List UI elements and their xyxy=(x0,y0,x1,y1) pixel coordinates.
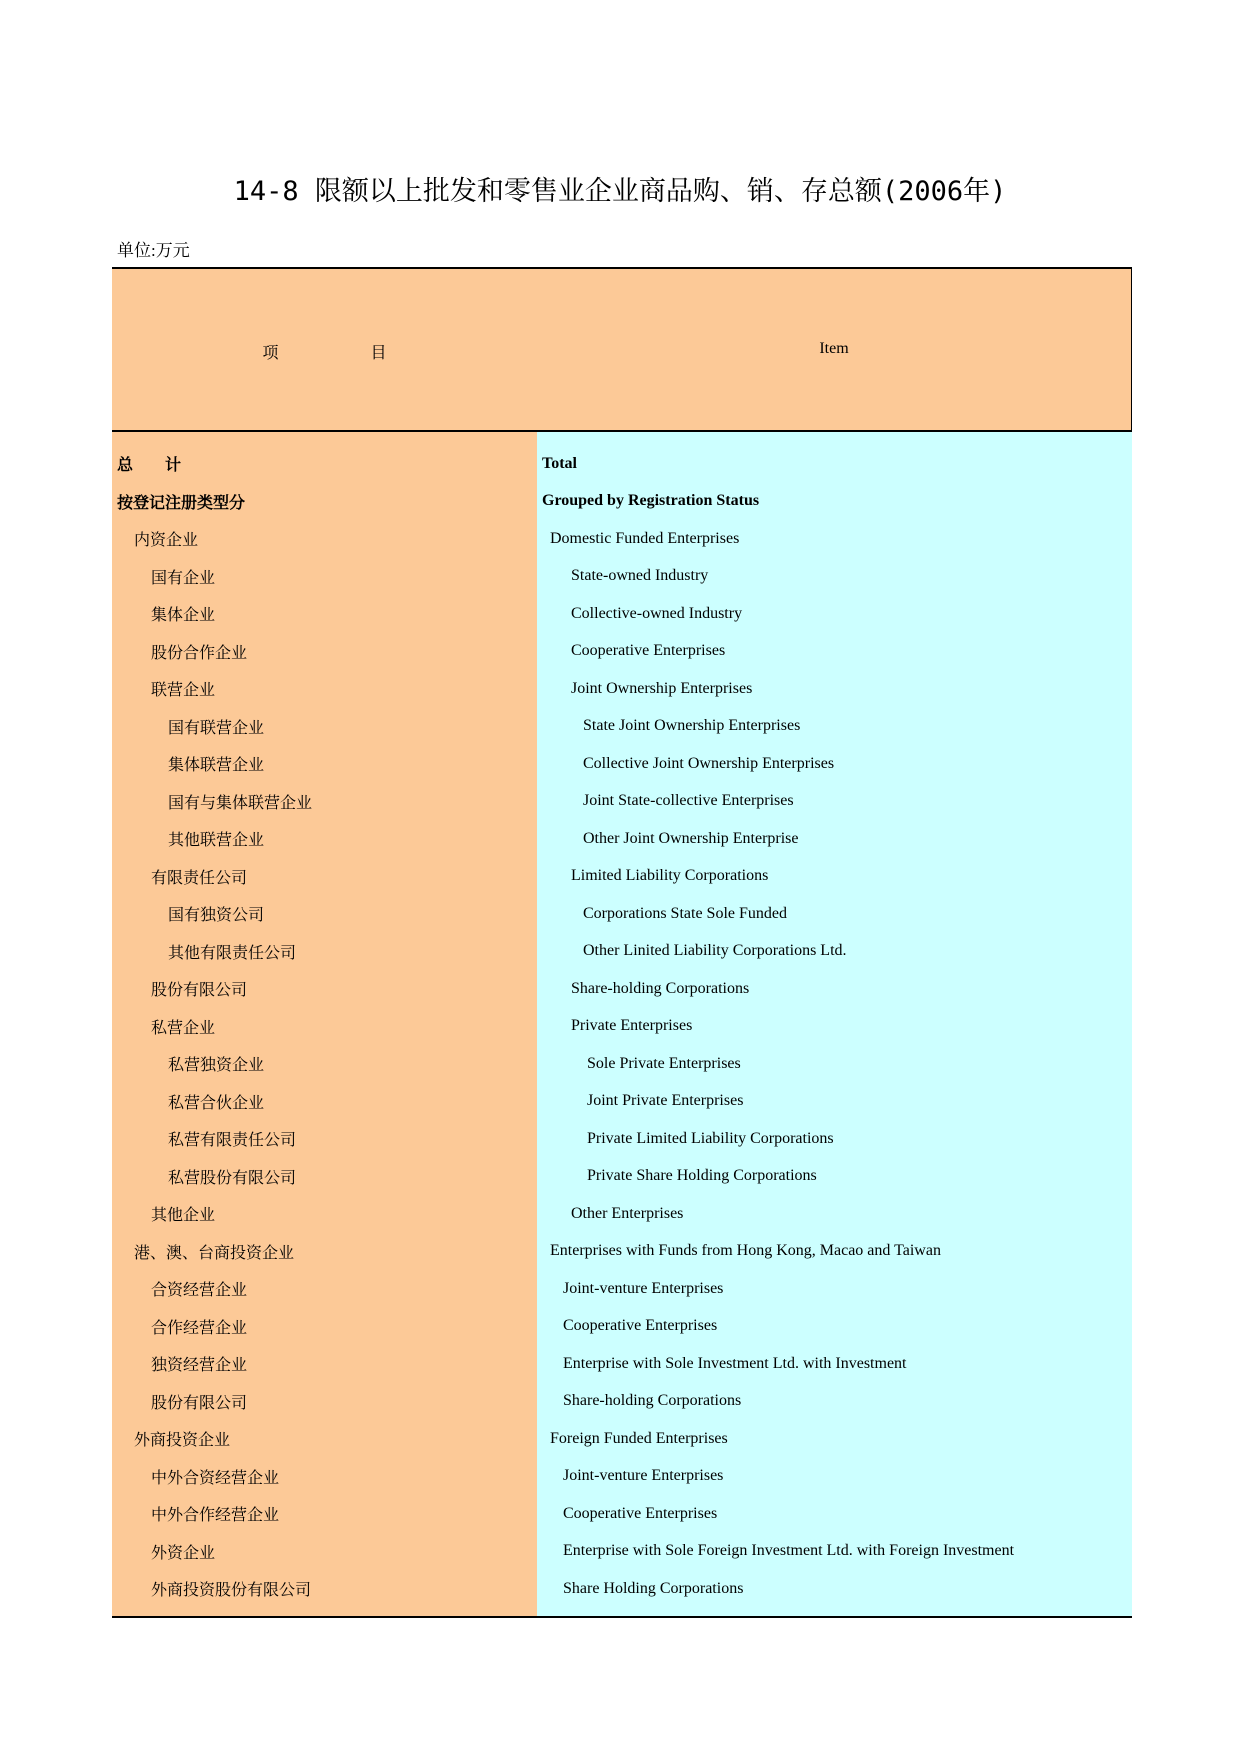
row-label-en: Joint Private Enterprises xyxy=(587,1092,744,1110)
table-row xyxy=(112,520,1132,558)
table-row xyxy=(112,1495,1132,1533)
row-label-cn: 国有企业 xyxy=(151,569,216,587)
header-english-item: Item xyxy=(819,340,849,357)
table-row xyxy=(112,1195,1132,1233)
row-label-cn: 股份合作企业 xyxy=(151,644,248,662)
row-label-cn: 合资经营企业 xyxy=(151,1282,248,1300)
row-label-en: Private Limited Liability Corporations xyxy=(587,1129,834,1147)
row-label-cn: 其他有限责任公司 xyxy=(168,944,297,962)
row-label-en: Share-holding Corporations xyxy=(563,1392,742,1410)
row-label-cn: 国有独资公司 xyxy=(168,907,265,925)
table-row xyxy=(112,1383,1132,1421)
table-row xyxy=(112,858,1132,896)
header-cn-left: 项 xyxy=(262,345,279,362)
page-title: 14-8 限额以上批发和零售业企业商品购、销、存总额(2006年) xyxy=(233,176,1007,207)
row-label-en: Sole Private Enterprises xyxy=(587,1054,741,1072)
row-label-en: Corporations State Sole Funded xyxy=(583,904,787,922)
table-row xyxy=(112,483,1132,521)
row-label-en: State Joint Ownership Enterprises xyxy=(583,717,801,735)
row-label-en: Limited Liability Corporations xyxy=(571,867,769,885)
row-label-cn: 其他企业 xyxy=(151,1207,216,1225)
table-row xyxy=(112,595,1132,633)
row-label-cn: 集体联营企业 xyxy=(168,757,265,775)
row-label-en: Private Share Holding Corporations xyxy=(587,1167,817,1185)
row-label-en: Total xyxy=(542,454,577,472)
row-label-cn: 其他联营企业 xyxy=(168,832,265,850)
row-label-en: Private Enterprises xyxy=(571,1017,693,1035)
row-label-en: Share-holding Corporations xyxy=(571,979,750,997)
row-label-cn: 联营企业 xyxy=(151,682,216,700)
row-label-cn: 股份有限公司 xyxy=(151,1394,248,1412)
row-label-cn: 按登记注册类型分 xyxy=(117,494,246,512)
row-label-en: Cooperative Enterprises xyxy=(563,1504,718,1522)
row-label-cn: 股份有限公司 xyxy=(151,982,248,1000)
row-label-cn: 中外合作经营企业 xyxy=(151,1507,280,1525)
table-row xyxy=(112,970,1132,1008)
row-label-cn: 中外合资经营企业 xyxy=(151,1469,280,1487)
table-row xyxy=(112,1233,1132,1271)
table-body xyxy=(112,432,1132,1618)
table-row xyxy=(112,1308,1132,1346)
row-label-en: State-owned Industry xyxy=(571,567,709,585)
row-label-en: Domestic Funded Enterprises xyxy=(550,529,740,547)
table-row xyxy=(112,708,1132,746)
table-row xyxy=(112,1570,1132,1608)
row-label-en: Enterprise with Sole Foreign Investment Ltd. with Foreign Investment xyxy=(563,1542,1015,1560)
row-label-cn: 私营股份有限公司 xyxy=(168,1169,297,1187)
table-row xyxy=(112,1083,1132,1121)
row-label-en: Other Enterprises xyxy=(571,1204,684,1222)
row-label-cn: 私营合伙企业 xyxy=(168,1094,265,1112)
header-cn-right: 目 xyxy=(370,345,387,362)
row-label-cn: 合作经营企业 xyxy=(151,1319,248,1337)
row-label-cn: 私营有限责任公司 xyxy=(168,1132,297,1150)
row-label-en: Grouped by Registration Status xyxy=(542,492,760,510)
table-row xyxy=(112,445,1132,483)
table-row xyxy=(112,1158,1132,1196)
row-label-cn: 外商投资股份有限公司 xyxy=(151,1582,312,1600)
table-header xyxy=(112,267,1132,432)
row-label-en: Enterprises with Funds from Hong Kong, Macao and Taiwan xyxy=(550,1242,941,1260)
unit-label: 单位:万元 xyxy=(117,241,190,260)
row-label-en: Collective-owned Industry xyxy=(571,604,743,622)
row-label-cn: 外商投资企业 xyxy=(134,1432,231,1450)
table-row xyxy=(112,1533,1132,1571)
row-label-cn: 私营独资企业 xyxy=(168,1057,265,1075)
table-row xyxy=(112,633,1132,671)
table-row xyxy=(112,1270,1132,1308)
row-label-cn: 总 计 xyxy=(117,457,182,475)
row-label-cn: 有限责任公司 xyxy=(151,869,248,887)
table-row xyxy=(112,1008,1132,1046)
table-row xyxy=(112,895,1132,933)
statistics-table xyxy=(112,267,1132,1618)
table-row xyxy=(112,1458,1132,1496)
row-label-en: Joint Ownership Enterprises xyxy=(571,679,753,697)
table-row xyxy=(112,1045,1132,1083)
table-row xyxy=(112,1420,1132,1458)
row-label-en: Enterprise with Sole Investment Ltd. with Investment xyxy=(563,1354,907,1372)
row-label-cn: 港、澳、台商投资企业 xyxy=(134,1244,295,1262)
row-label-en: Foreign Funded Enterprises xyxy=(550,1429,728,1447)
table-row xyxy=(112,745,1132,783)
table-row xyxy=(112,558,1132,596)
row-label-cn: 国有联营企业 xyxy=(168,719,265,737)
row-label-cn: 国有与集体联营企业 xyxy=(168,794,313,812)
row-label-cn: 内资企业 xyxy=(134,532,199,550)
row-label-en: Joint-venture Enterprises xyxy=(563,1279,724,1297)
row-label-en: Collective Joint Ownership Enterprises xyxy=(583,754,835,772)
row-label-en: Other Joint Ownership Enterprise xyxy=(583,829,799,847)
row-label-cn: 私营企业 xyxy=(151,1019,216,1037)
table-row xyxy=(112,783,1132,821)
row-label-en: Other Linited Liability Corporations Ltd. xyxy=(583,942,847,960)
table-row xyxy=(112,670,1132,708)
table-row xyxy=(112,1345,1132,1383)
row-label-cn: 外资企业 xyxy=(151,1544,216,1562)
row-label-en: Joint-venture Enterprises xyxy=(563,1467,724,1485)
row-label-cn: 集体企业 xyxy=(151,607,216,625)
row-label-en: Cooperative Enterprises xyxy=(563,1317,718,1335)
table-row xyxy=(112,820,1132,858)
row-label-en: Joint State-collective Enterprises xyxy=(583,792,794,810)
header-chinese-item xyxy=(112,340,537,363)
row-label-en: Share Holding Corporations xyxy=(563,1579,744,1597)
table-row xyxy=(112,1120,1132,1158)
row-label-en: Cooperative Enterprises xyxy=(571,642,726,660)
table-row xyxy=(112,933,1132,971)
row-label-cn: 独资经营企业 xyxy=(151,1357,248,1375)
